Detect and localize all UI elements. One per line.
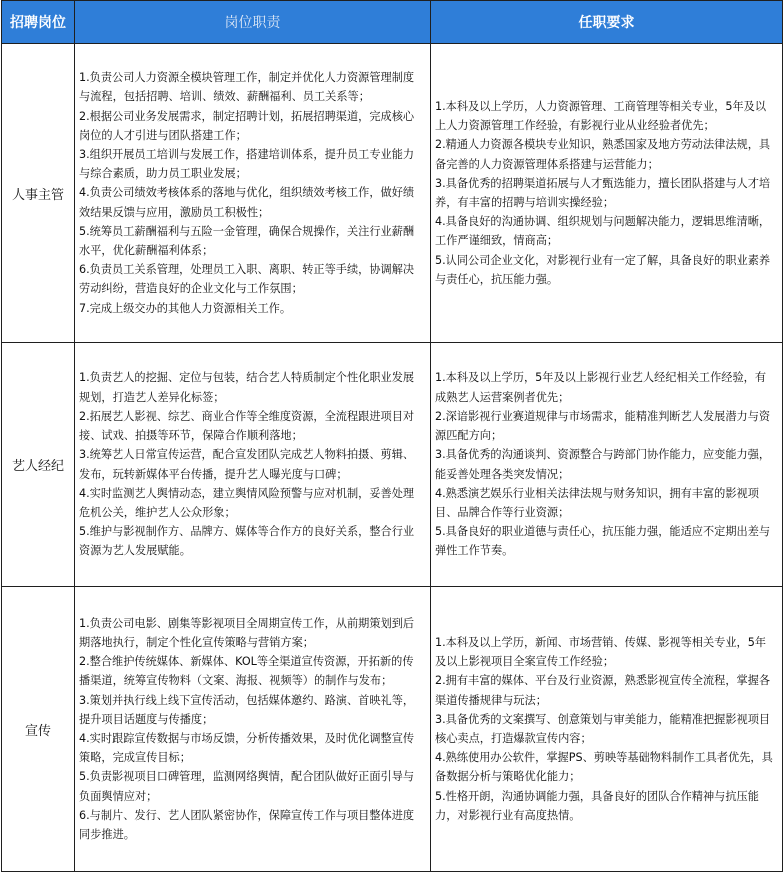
requirement-item: 5.认同公司企业文化，对影视行业有一定了解，具备良好的职业素养与责任心，抗压能力强。 [435, 253, 771, 286]
requirement-item: 4.熟悉演艺娱乐行业相关法律法规与财务知识，拥有丰富的影视项目、品牌合作等行业资源； [435, 486, 759, 519]
requirement-item: 3.具备优秀的招聘渠道拓展与人才甄选能力，擅长团队搭建与人才培养，有丰富的招聘与培训实操经验； [435, 176, 771, 209]
duty-item: 4.负责公司绩效考核体系的落地与优化，组织绩效考核工作，做好绩效结果反馈与应用，激励员工积极性； [79, 186, 415, 219]
duty-item: 7.完成上级交办的其他人力资源相关工作。 [79, 301, 292, 315]
requirement-item: 5.性格开朗，沟通协调能力强，具备良好的团队合作精神与抗压能力，对影视行业有高度热情。 [435, 789, 759, 822]
requirement-item: 4.具备良好的沟通协调、组织规划与问题解决能力，逻辑思维清晰，工作严谨细致，情商高； [435, 215, 771, 248]
duty-item: 3.策划并执行线上线下宣传活动，包括媒体邀约、路演、首映礼等，提升项目话题度与传播度； [79, 693, 415, 726]
duty-item: 4.实时跟踪宣传数据与市场反馈，分析传播效果，及时优化调整宣传策略，完成宣传目标； [79, 732, 415, 765]
duty-item: 1.负责公司人力资源全模块管理工作，制定并优化人力资源管理制度与流程，包括招聘、培训、绩效、薪酬福利、员工关系等； [79, 71, 415, 104]
position-cell: 宣传 [2, 587, 75, 872]
duty-item: 3.统筹艺人日常宣传运营，配合宣发团队完成艺人物料拍摄、剪辑、发布，玩转新媒体平台传播，提升艺人曝光度与口碑； [79, 448, 415, 481]
requirement-item: 1.本科及以上学历，5年及以上影视行业艺人经纪相关工作经验，有成熟艺人运营案例者优先； [435, 371, 767, 404]
requirement-item: 3.具备优秀的文案撰写、创意策划与审美能力，能精准把握影视项目核心卖点，打造爆款宣传内容； [435, 712, 771, 745]
requirement-item: 1.本科及以上学历，新闻、市场营销、传媒、影视等相关专业，5年及以上影视项目全案宣传工作经验； [435, 635, 767, 669]
duties-cell [75, 587, 431, 872]
requirements-cell [431, 587, 783, 872]
position-cell: 艺人经纪 [2, 343, 75, 587]
duty-item: 2.拓展艺人影视、综艺、商业合作等全维度资源，全流程跟进项目对接、试戏、拍摄等环节，保障合作顺利落地； [79, 409, 415, 443]
requirements-cell [431, 44, 783, 343]
requirement-item: 4.熟练使用办公软件，掌握PS、剪映等基础物料制作工具者优先，具备数据分析与策略优化能力； [435, 751, 773, 784]
requirement-item: 2.深谙影视行业赛道规律与市场需求，能精准判断艺人发展潜力与资源匹配方向； [435, 409, 771, 443]
table-row [2, 44, 783, 343]
duty-item: 5.负责影视项目口碑管理，监测网络舆情，配合团队做好正面引导与负面舆情应对； [79, 770, 415, 803]
header-position: 招聘岗位 [2, 1, 75, 44]
position-cell: 人事主管 [2, 44, 75, 343]
duty-item: 1.负责公司电影、剧集等影视项目全周期宣传工作，从前期策划到后期落地执行，制定个性化宣传策略与营销方案； [79, 616, 415, 649]
requirement-item: 5.具备良好的职业道德与责任心，抗压能力强，能适应不定期出差与弹性工作节奏。 [435, 525, 771, 558]
header-row [2, 1, 783, 44]
duty-item: 6.与制片、发行、艺人团队紧密协作，保障宣传工作与项目整体进度同步推进。 [79, 808, 415, 842]
table-row [2, 343, 783, 587]
header-duties: 岗位职责 [75, 1, 431, 44]
duty-item: 5.统筹员工薪酬福利与五险一金管理，确保合规操作，关注行业薪酬水平，优化薪酬福利体系； [79, 224, 415, 257]
table-row [2, 587, 783, 872]
duty-item: 2.根据公司业务发展需求，制定招聘计划，拓展招聘渠道，完成核心岗位的人才引进与团队搭建工作； [79, 109, 415, 142]
requirement-item: 2.拥有丰富的媒体、平台及行业资源，熟悉影视宣传全流程，掌握各渠道传播规律与玩法； [435, 674, 771, 707]
duty-item: 1.负责艺人的挖掘、定位与包装，结合艺人特质制定个性化职业发展规划，打造艺人差异化标签； [79, 371, 415, 404]
requirement-item: 3.具备优秀的沟通谈判、资源整合与跨部门协作能力，应变能力强，能妥善处理各类突发情况； [435, 448, 771, 481]
duty-item: 4.实时监测艺人舆情动态，建立舆情风险预警与应对机制，妥善处理危机公关，维护艺人公众形象； [79, 486, 415, 519]
requirement-item: 1.本科及以上学历，人力资源管理、工商管理等相关专业，5年及以上人力资源管理工作经验，有影视行业从业经验者优先； [435, 99, 767, 133]
duties-cell [75, 44, 431, 343]
header-requirements: 任职要求 [431, 1, 783, 44]
duty-item: 3.组织开展员工培训与发展工作，搭建培训体系，提升员工专业能力与综合素质，助力员工职业发展； [79, 147, 415, 181]
duty-item: 5.维护与影视制作方、品牌方、媒体等合作方的良好关系，整合行业资源为艺人发展赋能。 [79, 525, 415, 558]
duty-item: 2.整合维护传统媒体、新媒体、KOL等全渠道宣传资源，开拓新的传播渠道，统筹宣传物料（文案、海报、视频等）的制作与发布； [79, 655, 414, 688]
requirement-item: 2.精通人力资源各模块专业知识，熟悉国家及地方劳动法律法规，具备完善的人力资源管理体系搭建与运营能力； [435, 138, 771, 171]
requirements-cell [431, 343, 783, 587]
duty-item: 6.负责员工关系管理，处理员工入职、离职、转正等手续，协调解决劳动纠纷，营造良好的企业文化与工作氛围； [79, 263, 415, 296]
duties-cell [75, 343, 431, 587]
recruitment-table [1, 0, 783, 872]
